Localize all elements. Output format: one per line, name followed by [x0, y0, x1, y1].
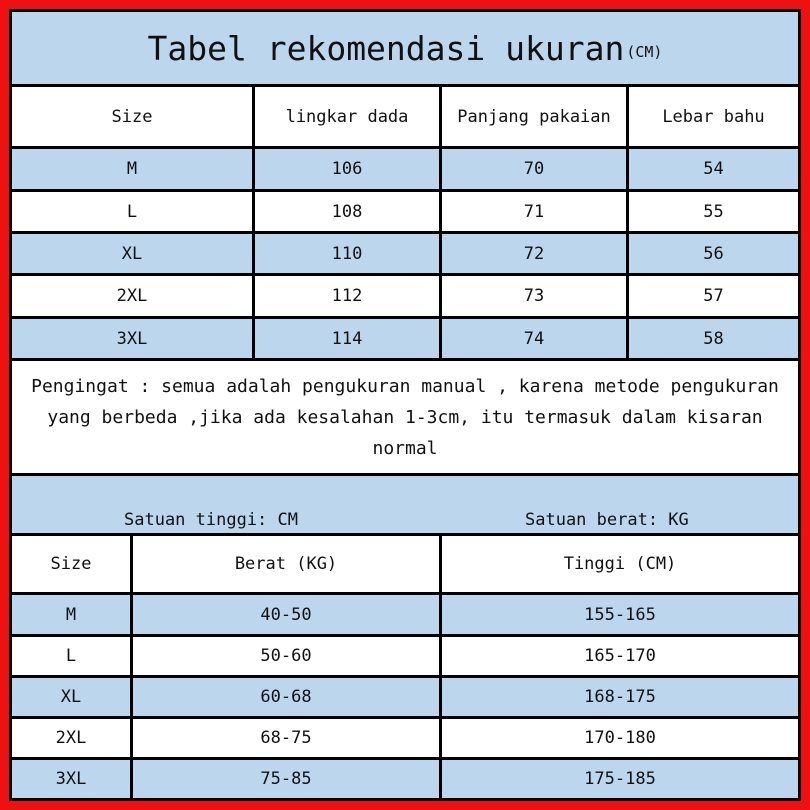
table2-value-cell: 40-50 [133, 595, 439, 634]
table2-size-cell: 3XL [12, 760, 130, 798]
table2-value-cell: 75-85 [133, 760, 439, 798]
table1-value-cell: 56 [629, 234, 798, 273]
height-unit-label: Satuan tinggi: CM [124, 510, 298, 530]
table1-size-cell: 2XL [12, 276, 252, 316]
chart-title [12, 12, 798, 84]
table1-size-cell: L [12, 192, 252, 231]
table1-size-cell: XL [12, 234, 252, 273]
table1-value-cell: 112 [255, 276, 439, 316]
weight-unit-label: Satuan berat: KG [525, 510, 689, 530]
table1-header-cell: lingkar dada [255, 87, 439, 146]
table2-value-cell: 155-165 [442, 595, 798, 634]
table2-value-cell: 168-175 [442, 678, 798, 716]
table2-header-cell: Berat (KG) [133, 536, 439, 592]
table1-value-cell: 54 [629, 149, 798, 189]
table1-value-cell: 55 [629, 192, 798, 231]
size-chart [9, 9, 801, 801]
table1-header-cell: Lebar bahu [629, 87, 798, 146]
table2-value-cell: 170-180 [442, 719, 798, 757]
table1-value-cell: 72 [442, 234, 626, 273]
table2-value-cell: 68-75 [133, 719, 439, 757]
table2-value-cell: 165-170 [442, 637, 798, 675]
reminder-note [12, 361, 798, 473]
table2-header-cell: Size [12, 536, 130, 592]
table1-value-cell: 110 [255, 234, 439, 273]
table2-header-cell: Tinggi (CM) [442, 536, 798, 592]
table1-header-cell: Panjang pakaian [442, 87, 626, 146]
table1-size-cell: M [12, 149, 252, 189]
table1-size-cell: 3XL [12, 319, 252, 358]
table1-value-cell: 108 [255, 192, 439, 231]
table1-value-cell: 114 [255, 319, 439, 358]
title-text: Tabel rekomendasi ukuran [147, 28, 625, 68]
reminder-text: Pengingat : semua adalah pengukuran manual , karena metode pengukuran yang berbeda ,jika ada kesalahan 1-3cm, itu termasuk dalam kisaran normal [31, 375, 779, 459]
table2-size-cell: XL [12, 678, 130, 716]
table1-header-cell: Size [12, 87, 252, 146]
table1-value-cell: 57 [629, 276, 798, 316]
table2-value-cell: 60-68 [133, 678, 439, 716]
table2-value-cell: 175-185 [442, 760, 798, 798]
table2-size-cell: 2XL [12, 719, 130, 757]
table1-value-cell: 73 [442, 276, 626, 316]
table1-value-cell: 71 [442, 192, 626, 231]
table1-value-cell: 106 [255, 149, 439, 189]
table1-value-cell: 70 [442, 149, 626, 189]
table2-value-cell: 50-60 [133, 637, 439, 675]
table1-value-cell: 58 [629, 319, 798, 358]
title-unit: (CM) [626, 43, 663, 61]
table2-size-cell: M [12, 595, 130, 634]
table1-value-cell: 74 [442, 319, 626, 358]
table2-size-cell: L [12, 637, 130, 675]
